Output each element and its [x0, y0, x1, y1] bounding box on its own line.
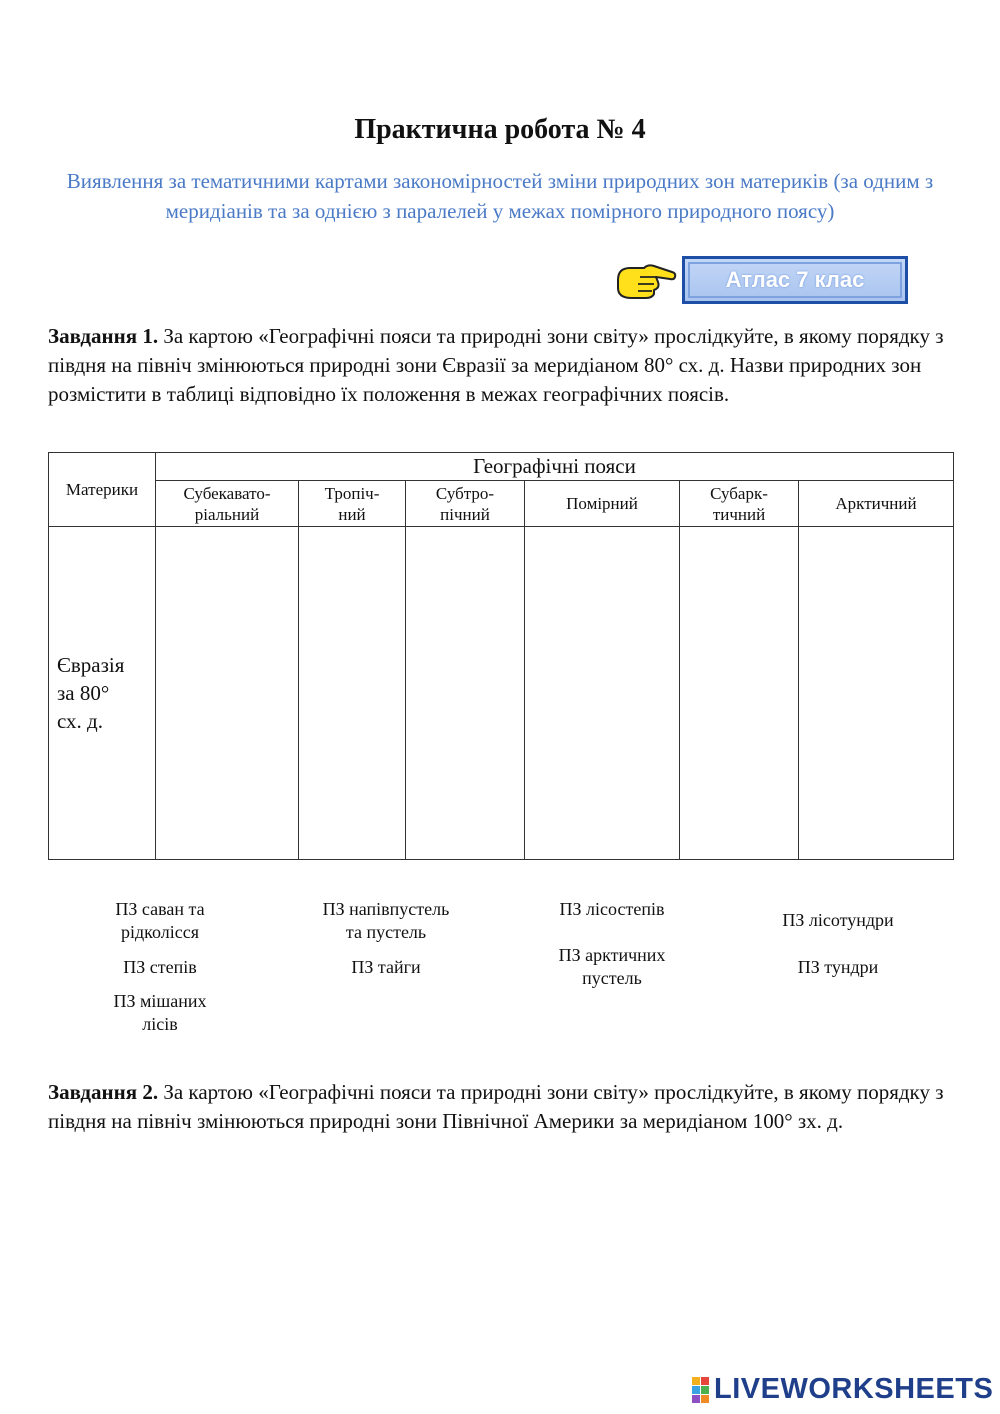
zone-card-arctic-desert[interactable]: ПЗ арктичних пустель [558, 945, 666, 988]
drop-cell-subtropical[interactable] [406, 527, 525, 860]
belts-header: Географічні пояси [156, 453, 954, 481]
zone-card-semidesert[interactable]: ПЗ напівпустель та пустель [322, 899, 450, 942]
zone-card-taiga[interactable]: ПЗ тайги [351, 957, 421, 977]
task-2 [48, 1078, 958, 1136]
drop-cell-arctic[interactable] [799, 527, 954, 860]
atlas-button[interactable]: Атлас 7 клас [682, 256, 908, 304]
atlas-link-group [614, 256, 914, 306]
drop-cell-subarctic[interactable] [680, 527, 799, 860]
row-label-eurasia: Євразія за 80° сх. д. [49, 527, 156, 860]
belt-header-subequatorial: Субекавато- ріальний [156, 481, 299, 527]
zone-card-mixed-forest[interactable]: ПЗ мішаних лісів [113, 991, 207, 1034]
page-subtitle: Виявлення за тематичними картами закономірностей зміни природних зон материків (за одним з меридіанів та за однією з паралелей у межах помірного природного поясу) [66, 169, 934, 223]
task-2-text: За картою «Географічні пояси та природні зони світу» прослідкуйте, в якому порядку з півдня на північ змінюються природні зони Північної Америки за меридіаном 100° зх. д. [48, 1080, 944, 1133]
drop-cell-subequatorial[interactable] [156, 527, 299, 860]
pointing-hand-icon [614, 260, 678, 304]
zone-card-forest-steppe[interactable]: ПЗ лісостепів [559, 899, 665, 919]
zones-table [48, 452, 954, 860]
task-2-label: Завдання 2. [48, 1080, 159, 1104]
task-1-label: Завдання 1. [48, 324, 159, 348]
task-1 [48, 322, 958, 409]
belt-header-arctic: Арктичний [799, 481, 954, 527]
task-1-text: За картою «Географічні пояси та природні зони світу» прослідкуйте, в якому порядку з півдня на північ змінюються природні зони Євразії за меридіаном 80° сх. д. Назви природних зон розмістити в таблиці відповідно їх положення в межах географічних поясів. [48, 324, 944, 406]
liveworksheets-watermark [692, 1375, 992, 1405]
zone-card-tundra[interactable]: ПЗ тундри [797, 957, 879, 977]
drop-cell-tropical[interactable] [299, 527, 406, 860]
materials-header: Материки [49, 453, 156, 527]
drop-cell-temperate[interactable] [525, 527, 680, 860]
belt-header-temperate: Помірний [525, 481, 680, 527]
belt-header-subarctic: Субарк- тичний [680, 481, 799, 527]
zone-card-savanna[interactable]: ПЗ саван та рідколісся [115, 899, 205, 942]
liveworksheets-logo-icon [692, 1377, 710, 1403]
belt-header-subtropical: Субтро- пічний [406, 481, 525, 527]
page-title: Практична робота № 4 [354, 114, 646, 145]
zone-card-steppe[interactable]: ПЗ степів [123, 957, 197, 977]
watermark-text: LIVEWORKSHEETS [714, 1373, 994, 1405]
zone-card-forest-tundra[interactable]: ПЗ лісотундри [782, 910, 894, 930]
belt-header-tropical: Тропіч- ний [299, 481, 406, 527]
